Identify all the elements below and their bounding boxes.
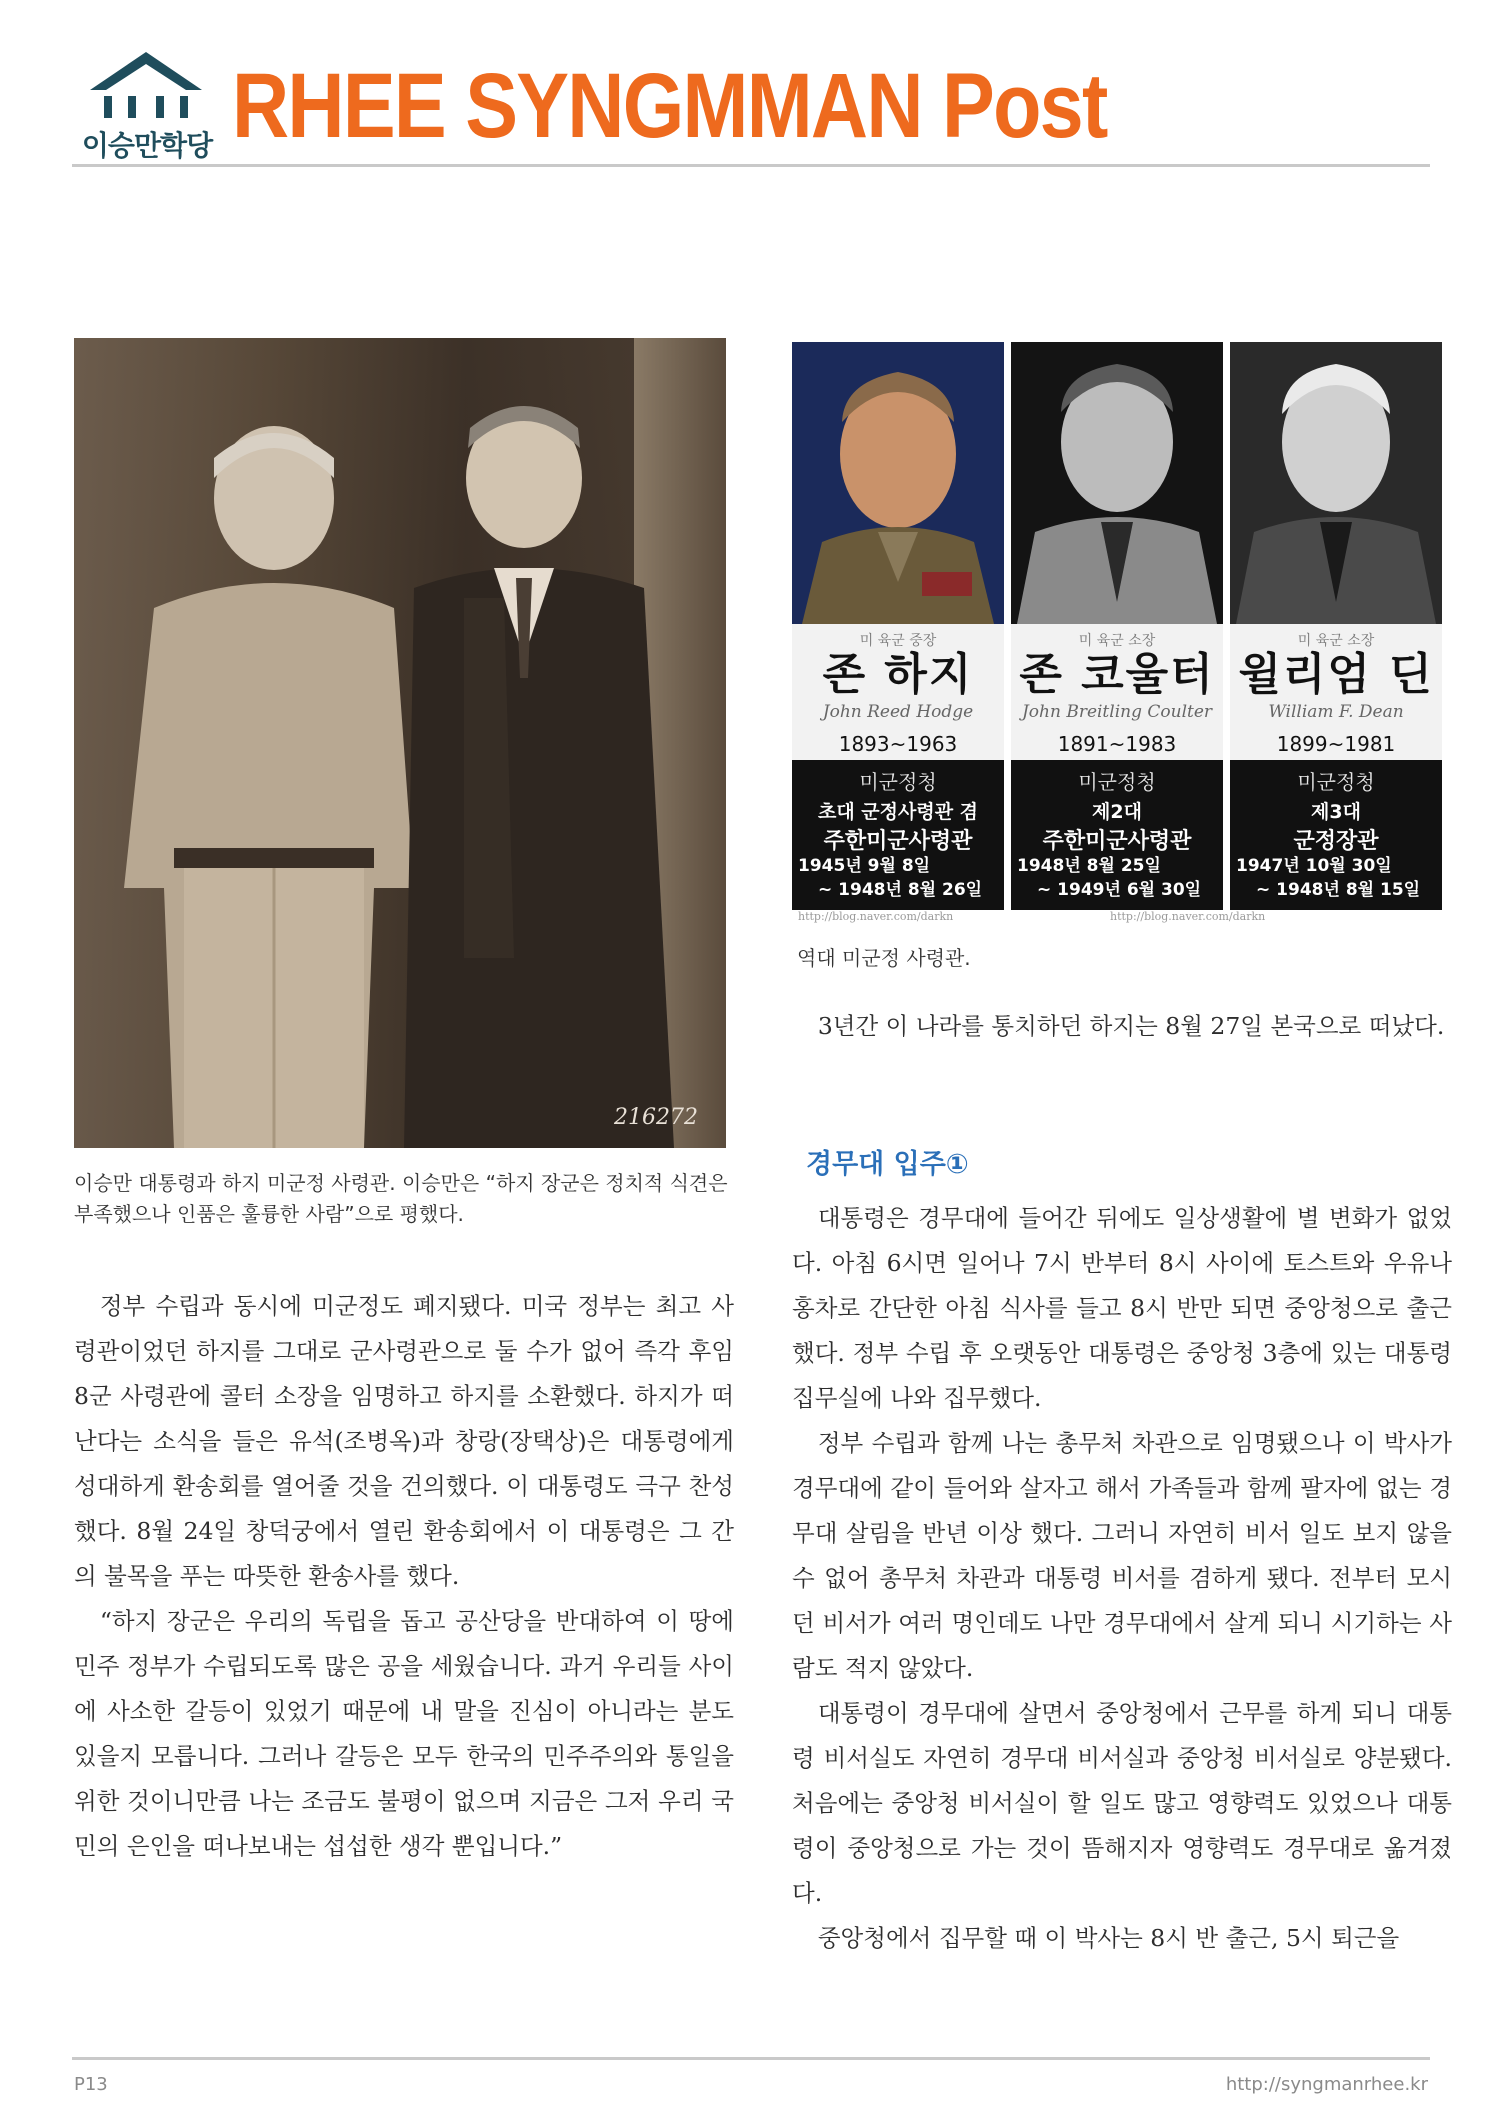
photo-caption-right: 역대 미군정 사령관. [797, 946, 971, 970]
rank-label: 미 육군 소장 [1078, 633, 1156, 649]
image-watermark: http://blog.naver.com/darkn [1110, 910, 1266, 923]
roleblock-hodge [792, 760, 1004, 910]
nameblock-coulter [1011, 624, 1223, 760]
korean-name: 존 하지 [822, 649, 974, 700]
header-divider [72, 164, 1430, 167]
tenure-dates [1236, 854, 1436, 902]
commanders-composite-image [792, 342, 1442, 928]
role-title-2: 주한미군사령관 [1042, 829, 1192, 854]
paragraph: 중앙청에서 집무할 때 이 박사는 8시 반 출근, 5시 퇴근을 [817, 1924, 1400, 1952]
role-title: 초대 군정사령관 겸 [817, 801, 979, 823]
role-office: 미군정청 [1078, 770, 1156, 794]
website-url: http://syngmanrhee.kr [1225, 2074, 1428, 2095]
tenure-dates [1017, 854, 1217, 902]
rank-label: 미 육군 중장 [859, 633, 937, 649]
role-title: 제3대 [1311, 801, 1361, 823]
logo-text: 이승만학당 [81, 129, 213, 162]
korean-name: 윌리엄 딘 [1238, 649, 1434, 700]
page-header [72, 46, 1430, 166]
nameblock-dean [1230, 624, 1442, 760]
roleblock-coulter [1011, 760, 1223, 910]
tenure-start: 1947년 10월 30일 [1236, 856, 1392, 876]
photo-caption-left: 이승만 대통령과 하지 미군정 사령관. 이승만은 “하지 장군은 정치적 식견은 부족했으나 인품은 훌륭한 사람”으로 평했다. [74, 1171, 728, 1226]
paragraph: 정부 수립과 동시에 미군정도 폐지됐다. 미국 정부는 최고 사령관이었던 하지를 그대로 군사령관으로 둘 수가 없어 즉각 후임 8군 사령관에 콜터 소장을 임명하고 하지를 소환했다. 하지가 떠난다는 소식을 들은 유석(조병옥)과 창랑(장택상)은 대통령에게 성대하게 환송회를 열어줄 것을 건의했다. 이 대통령도 극구 찬성했다. 8월 24일 창덕궁에서 열린 환송회에서 이 대통령은 그 간의 불목을 푸는 따뜻한 환송사를 했다. [74, 1292, 734, 1590]
korean-name: 존 코울터 [1019, 649, 1215, 700]
tenure-end: ~ 1948년 8월 26일 [818, 880, 983, 900]
paragraph: 대통령은 경무대에 들어간 뒤에도 일상생활에 별 변화가 없었다. 아침 6시면 일어나 7시 반부터 8시 사이에 토스트와 우유나 홍차로 간단한 아침 식사를 들고 8시 반만 되면 중앙청으로 출근했다. 정부 수립 후 오랫동안 대통령은 중앙청 3층에 있는 대통령 집무실에 나와 집무했다. [792, 1204, 1452, 1412]
role-title-2: 주한미군사령관 [823, 829, 973, 854]
english-name: John Reed Hodge [822, 702, 974, 722]
historic-photo [74, 338, 726, 1148]
role-title-2: 군정장관 [1293, 829, 1379, 854]
nameblock-hodge [792, 624, 1004, 760]
role-office: 미군정청 [1297, 770, 1375, 794]
portrait-hodge [792, 342, 1004, 624]
section-heading: 경무대 입주① [806, 1149, 969, 1180]
tenure-start: 1945년 9월 8일 [798, 856, 931, 876]
footer-divider [72, 2057, 1430, 2060]
roleblock-dean [1230, 760, 1442, 910]
life-years: 1893~1963 [838, 732, 958, 756]
life-years: 1891~1983 [1057, 732, 1177, 756]
tenure-end: ~ 1949년 6월 30일 [1037, 880, 1202, 900]
page-number: P13 [74, 2074, 108, 2095]
english-name: William F. Dean [1268, 702, 1404, 722]
article-column-right [792, 1196, 1452, 1961]
role-office: 미군정청 [859, 770, 937, 794]
portrait-dean [1230, 342, 1442, 624]
life-years: 1899~1981 [1276, 732, 1396, 756]
tenure-end: ~ 1948년 8월 15일 [1256, 880, 1421, 900]
english-name: John Breitling Coulter [1021, 702, 1213, 722]
portrait-coulter [1011, 342, 1223, 624]
tenure-start: 1948년 8월 25일 [1017, 856, 1161, 876]
rank-label: 미 육군 소장 [1297, 633, 1375, 649]
figure-rhee-syngman [394, 398, 704, 1148]
logo [72, 50, 222, 160]
quote-paragraph: “하지 장군은 우리의 독립을 돕고 공산당을 반대하여 이 땅에 민주 정부가 수립되도록 많은 공을 세웠습니다. 과거 우리들 사이에 사소한 갈등이 있었기 때문에 내 말을 진심이 아니라는 분도 있을지 모릅니다. 그러나 갈등은 모두 한국의 민주주의와 통일을 위한 것이니만큼 나는 조금도 불평이 없으며 지금은 그저 우리 국민의 은인을 떠나보내는 섭섭한 생각 뿐입니다.” [74, 1607, 734, 1860]
house-icon [86, 50, 206, 126]
paragraph: 3년간 이 나라를 통치하던 하지는 8월 27일 본국으로 떠났다. [817, 1012, 1445, 1040]
article-column-left [74, 1284, 734, 1869]
photo-number: 216272 [614, 1105, 698, 1130]
article-column-right-top [792, 1004, 1452, 1049]
figure-general-hodge [114, 418, 414, 1148]
role-title: 제2대 [1092, 801, 1142, 823]
masthead-title: RHEE SYNGMMAN Post [232, 55, 1107, 157]
image-watermark: http://blog.naver.com/darkn [798, 910, 954, 923]
tenure-dates [798, 854, 998, 902]
paragraph: 정부 수립과 함께 나는 총무처 차관으로 임명됐으나 이 박사가 경무대에 같이 들어와 살자고 해서 가족들과 함께 팔자에 없는 경무대 살림을 반년 이상 했다. 그러니 자연히 비서 일도 보지 않을 수 없어 총무처 차관과 대통령 비서를 겸하게 됐다. 전부터 모시던 비서가 여러 명인데도 나만 경무대에서 살게 되니 시기하는 사람도 적지 않았다. [792, 1429, 1452, 1682]
paragraph: 대통령이 경무대에 살면서 중앙청에서 근무를 하게 되니 대통령 비서실도 자연히 경무대 비서실과 중앙청 비서실로 양분됐다. 처음에는 중앙청 비서실이 할 일도 많고 영향력도 있었으나 대통령이 중앙청으로 가는 것이 뜸해지자 영향력도 경무대로 옮겨졌다. [792, 1699, 1452, 1907]
